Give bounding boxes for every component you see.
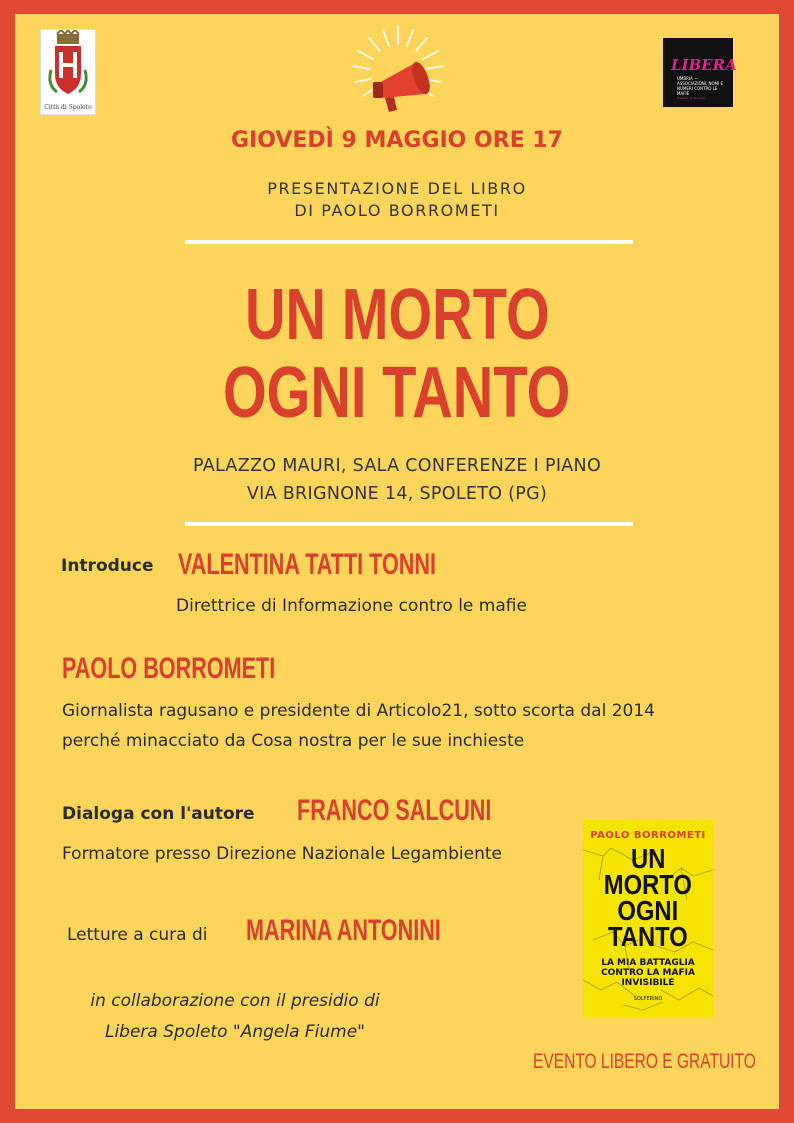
libera-logo-subtitle: UMBRIA — ASSOCIAZIONI, NOMI E NUMERI CONTRO LE MAFIE [677,76,724,96]
book-cover-subtitle: LA MIA BATTAGLIA CONTRO LA MAFIA INVISIBILE [601,958,695,988]
dialogue-role: Formatore presso Direzione Nazionale Legambiente [62,844,502,864]
introduce-label: Introduce [61,556,154,576]
readings-name-wrap [246,914,517,948]
readings-name: MARINA ANTONINI [246,914,441,947]
author-name: PAOLO BORROMETI [62,652,276,685]
author-bio-line-1: Giornalista ragusano e presidente di Articolo21, sotto scorta dal 2014 [62,701,655,721]
city-logo-caption: Città di Spoleto [44,104,92,111]
collaboration-line-2: Libera Spoleto "Angela Fiume" [104,1022,366,1042]
collaboration-line-1: in collaborazione con il presidio di [90,991,380,1011]
book-cover-title: UN MORTO OGNI TANTO [603,843,693,952]
book-cover-author: PAOLO BORROMETI [590,830,706,841]
event-poster [15,14,779,1109]
book-cover-publisher: SOLFERINO [633,996,663,1002]
divider-bottom [185,522,633,526]
venue-line-1: PALAZZO MAURI, SALA CONFERENZE I PIANO [192,456,602,476]
libera-logo-name: LIBERA [671,56,737,74]
venue-line-2: VIA BRIGNONE 14, SPOLETO (PG) [246,484,548,504]
book-title-line-1: UN MORTO [244,275,550,355]
introduce-role: Direttrice di Informazione contro le mafie [176,596,527,616]
dialogue-label: Dialoga con l'autore [62,804,255,824]
event-date: GIOVEDÌ 9 MAGGIO ORE 17 [230,128,563,153]
libera-logo [663,38,737,107]
presentation-line-1: PRESENTAZIONE DEL LIBRO [267,179,527,198]
book-cover [583,820,713,1018]
coat-of-arms-icon [41,30,95,102]
free-event-text: EVENTO LIBERO E GRATUITO [533,1050,756,1073]
presentation-text [15,178,779,222]
presentation-line-2: DI PAOLO BORROMETI [294,201,500,220]
dialogue-name: FRANCO SALCUNI [297,794,492,827]
free-event-wrap [533,1050,794,1074]
introduce-name: VALENTINA TATTI TONNI [178,548,436,581]
divider-top [185,240,633,244]
venue-info [15,452,779,508]
book-title-line-2: OGNI TANTO [223,353,571,433]
megaphone-icon [333,16,463,126]
author-name-wrap [62,652,358,686]
libera-logo-small-text: Presidio di Spoleto [677,96,705,100]
collaboration-note [55,986,415,1048]
spoleto-city-logo [40,29,96,115]
readings-label: Letture a cura di [67,925,208,945]
dialogue-name-wrap [297,794,567,828]
introduce-name-wrap [178,548,536,582]
author-bio-line-2: perché minacciato da Cosa nostra per le sue inchieste [62,731,525,751]
